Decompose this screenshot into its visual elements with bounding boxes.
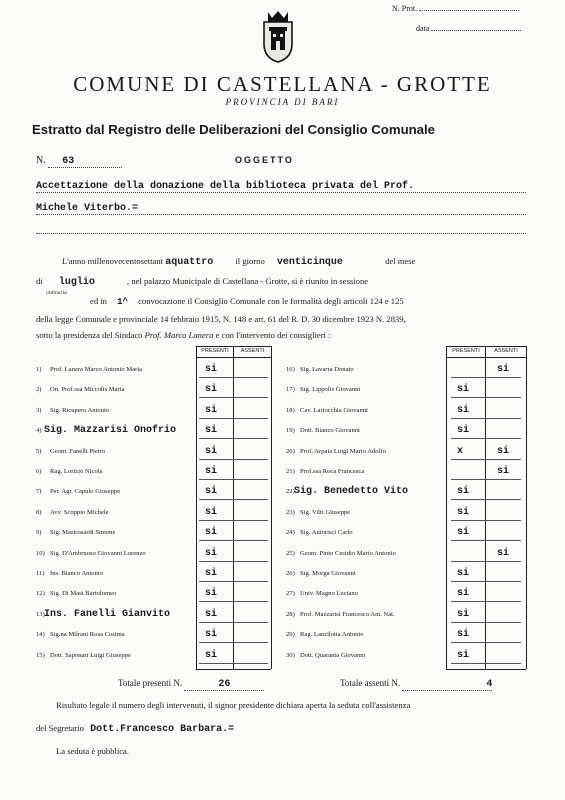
presente-mark: si [205, 384, 218, 396]
presente-mark: si [205, 568, 218, 579]
consigliere-name: Rag. Lorizio Nicola [50, 468, 103, 475]
consigliere-number: 5) [36, 447, 42, 455]
presente-mark: si [457, 486, 470, 498]
row-rule [199, 540, 268, 541]
row-rule [451, 601, 521, 602]
consigliere-name: Sig. Mastrosardi Simone [50, 529, 116, 537]
oggetto-line-1: Accettazione della donazione della biblioteca privata del Prof. [36, 181, 526, 193]
presente-mark: si [457, 506, 470, 518]
presente-mark: si [205, 466, 218, 477]
numero-field [36, 155, 122, 168]
n-prot-label: N. Prot. [392, 4, 418, 13]
row-rule [451, 622, 521, 623]
row-rule [199, 499, 268, 500]
presente-mark: si [205, 364, 218, 375]
consigliere-number: 2) [36, 386, 42, 394]
row-rule [199, 663, 268, 664]
presente-mark: si [205, 425, 218, 437]
consigliere-number: 20) [286, 447, 295, 455]
presente-mark: si [205, 649, 218, 661]
consigliere-number: 3) [36, 406, 42, 414]
sessione-value: ordinaria [46, 290, 67, 296]
presente-mark: si [205, 608, 218, 620]
row-rule [451, 581, 521, 582]
assente-mark: si [497, 364, 510, 375]
presente-mark: si [205, 486, 218, 498]
row-rule [451, 418, 521, 419]
body-p2-b: , nel palazzo Municipale di Castellana - Grotte, si è riunito in sessione [127, 276, 369, 286]
row-rule [199, 642, 268, 643]
consigliere-name: Dott. Saponari Luigi Giuseppe [50, 651, 131, 659]
row-rule [199, 459, 268, 460]
presente-mark: si [457, 425, 470, 437]
anno-value: aquattro [165, 257, 214, 268]
consigliere-name: Prof.ssa Roca Francesca [300, 468, 365, 475]
row-rule [451, 459, 521, 460]
consigliere-number: 17) [286, 386, 295, 394]
consigliere-name: Avv. Scoppio Michele [50, 508, 109, 516]
consigliere-number: 16) [286, 366, 295, 373]
totale-assenti-label: Totale assenti N. [340, 678, 401, 688]
presente-mark: si [457, 404, 470, 416]
presente-mark: si [205, 527, 218, 539]
body-p3-a: ed in [90, 296, 107, 306]
consigliere-number: 9) [36, 529, 42, 537]
consigliere-number: 7) [36, 488, 42, 496]
consigliere-name: Sig. Morga Giovanni [300, 570, 356, 577]
consigliere-number: 29) [286, 631, 295, 639]
consigliere-name: Sig. Lavarra Donato [300, 366, 354, 373]
body-line-5 [36, 330, 330, 340]
row-rule [451, 663, 521, 664]
consigliere-number: 24) [286, 529, 295, 537]
oggetto-line-3 [36, 232, 526, 234]
consigliere-name: Sig. Benedetto Vito [294, 486, 409, 498]
consigliere-number: 30) [286, 651, 295, 659]
consigliere-number: 27) [286, 590, 295, 598]
consigliere-number: 1) [36, 366, 42, 373]
consigliere-name: Cav. Lariocchia Giovanni [300, 406, 368, 414]
numero-label: N. [36, 155, 46, 166]
consigliere-name: Dott. Quaranta Giovanni [300, 651, 366, 659]
row-rule [451, 499, 521, 500]
row-rule [199, 581, 268, 582]
sindaco-name: Prof. Marco Lanera [144, 330, 214, 340]
row-rule [199, 438, 268, 439]
presente-mark: si [457, 629, 470, 641]
row-rule [451, 561, 521, 562]
consigliere-name: Prof. Arpaia Luigi Mario Adolfo [300, 447, 386, 455]
mese-value: luglio [58, 277, 95, 288]
segretario-name: Dott.Francesco Barbara.= [90, 724, 235, 735]
seduta-pubblica: La seduta è pubblica. [56, 746, 130, 756]
row-rule [199, 377, 268, 378]
consigliere-number: 12) [36, 590, 45, 598]
consigliere-name: Sig. Di Masi Bartolomeo [50, 590, 117, 598]
consigliere-name: Prof. Lanera Marco Antonio Maria [50, 366, 143, 373]
consigliere-number: 28) [286, 610, 295, 618]
left-assenti-header: ASSENTI [240, 348, 265, 354]
consigliere-name: Per. Agr. Capulo Giuseppe [50, 488, 121, 496]
consigliere-number: 15) [36, 651, 45, 659]
row-rule [451, 540, 521, 541]
giorno-value: venticinque [276, 257, 343, 268]
presente-mark: si [457, 384, 470, 396]
presente-mark: si [457, 608, 470, 620]
consigliere-number: 25) [286, 549, 295, 557]
assente-mark: si [497, 466, 510, 477]
body-p2-a: di [36, 276, 43, 286]
oggetto-label: OGGETTO [235, 155, 294, 165]
footer-line-1: Risultato legale il numero degli intervenuti, il signor presidente dichiara aperta la seduta coll'assistenza [56, 700, 411, 710]
row-rule [451, 438, 521, 439]
row-rule [199, 601, 268, 602]
consigliere-name: Geom. Pinto Cesidio Mario Antonio [300, 549, 396, 557]
presente-mark: si [205, 629, 218, 641]
assente-mark: si [497, 445, 510, 457]
row-rule [451, 377, 521, 378]
consigliere-name: On. Prof.ssa Miccolis Maria [50, 386, 125, 394]
body-p1-b: il giorno [235, 256, 265, 266]
presente-mark: si [205, 445, 218, 457]
body-line-3 [36, 296, 404, 307]
consigliere-name: Sig. Lippolis Giovanni [300, 386, 361, 394]
consigliere-number: 23) [286, 508, 295, 516]
consigliere-name: Sig. Ricupero Antonio [50, 406, 110, 414]
consigliere-name: Prof. Mazzarisi Francesco Ant. Nat. [300, 610, 395, 618]
totale-assenti [340, 678, 492, 691]
numero-value: 63 [48, 156, 122, 168]
oggetto-line-2: Michele Viterbo.= [36, 203, 526, 215]
totale-presenti [118, 678, 264, 691]
presente-mark: si [457, 568, 470, 579]
body-line-1 [36, 256, 536, 268]
body-p3-b: convocazione il Consiglio Comunale con le formalità degli articoli 124 e 125 [138, 296, 404, 306]
consigliere-name: Ins. Bianco Antonio [50, 570, 103, 577]
presente-mark: si [457, 527, 470, 539]
consigliere-name: Univ. Magno Luciano [300, 590, 358, 598]
presente-mark: si [205, 547, 218, 559]
consigliere-number: 11) [36, 570, 45, 577]
comune-title: COMUNE DI CASTELLANA - GROTTE [73, 72, 492, 96]
right-presenti-header: PRESENTI [452, 348, 480, 354]
consigliere-number: 4) [36, 427, 42, 435]
consigliere-number: 10) [36, 549, 45, 557]
row-rule [199, 397, 268, 398]
presente-mark: si [457, 649, 470, 661]
consigliere-name: Sig. Mazzarisi Onofrio [44, 425, 177, 437]
consigliere-number: 14) [36, 631, 45, 639]
row-rule [199, 622, 268, 623]
consigliere-name: Sig. D'Ambruoso Giovanni Lorenzo [50, 549, 146, 557]
presente-mark: si [205, 588, 218, 600]
consigliere-number: 26) [286, 570, 295, 577]
comune-emblem [258, 8, 298, 64]
estratto-title: Estratto dal Registro delle Deliberazioni del Consiglio Comunale [32, 122, 436, 137]
row-rule [199, 520, 268, 521]
consigliere-name: Sig. Vilti Giuseppe [300, 508, 351, 516]
footer-segretario [36, 723, 234, 735]
assente-mark: si [497, 547, 510, 559]
right-assenti-header: ASSENTI [494, 348, 518, 354]
consigliere-name: Sig. Autorisci Carlo [300, 529, 353, 537]
body-p5-b: e con l'intervento dei consiglieri : [215, 330, 331, 340]
consigliere-number: 18) [286, 406, 295, 414]
consigliere-name: Geom. Fanelli Pietro [50, 447, 106, 455]
presente-mark: si [457, 588, 470, 600]
presente-mark: si [205, 506, 218, 518]
body-line-2 [36, 276, 368, 288]
row-rule [451, 397, 521, 398]
body-p1-c: del mese [385, 256, 416, 266]
totale-presenti-label: Totale presenti N. [118, 678, 183, 688]
row-rule [199, 418, 268, 419]
consigliere-number: 21) [286, 468, 295, 475]
consigliere-number: 6) [36, 468, 42, 475]
totale-assenti-value: 4 [402, 679, 492, 691]
row-rule [451, 642, 521, 643]
n-prot-field [392, 4, 519, 13]
provincia-title: PROVINCIA DI BARI [225, 97, 340, 107]
consigliere-name: Rag. Lanzilotta Antonio [300, 631, 364, 639]
consigliere-number: 19) [286, 427, 295, 435]
consigliere-name: Dott. Bianco Giovanni [300, 427, 360, 435]
row-rule [199, 479, 268, 480]
body-line-4: della legge Comunale e provinciale 14 febbraio 1915, N. 148 e art. 61 del R. D. 30 dicembre 1923 N. 2839, [36, 314, 406, 324]
totale-presenti-value: 26 [184, 679, 264, 691]
row-rule [451, 520, 521, 521]
row-rule [199, 561, 268, 562]
data-label: data [416, 24, 430, 33]
segretario-label: del Segretario [36, 723, 84, 733]
consigliere-number: 22) [286, 488, 295, 496]
body-p5-a: sotto la presidenza del Sindaco [36, 330, 143, 340]
consigliere-number: 8) [36, 508, 42, 516]
consigliere-name: Ins. Fanelli Gianvito [44, 608, 171, 620]
data-field [416, 24, 521, 33]
body-p1-a: L'anno millenovecentosettant [62, 256, 164, 266]
presente-mark: si [205, 404, 218, 416]
presente-mark: x [457, 445, 464, 457]
row-rule [451, 479, 521, 480]
convocazione-value: 1^ [117, 297, 128, 307]
left-presenti-header: PRESENTI [201, 348, 229, 354]
consigliere-name: Sig.na Milrani Rosa Cosima [50, 631, 125, 639]
consigliere-number: 13) [36, 610, 45, 618]
